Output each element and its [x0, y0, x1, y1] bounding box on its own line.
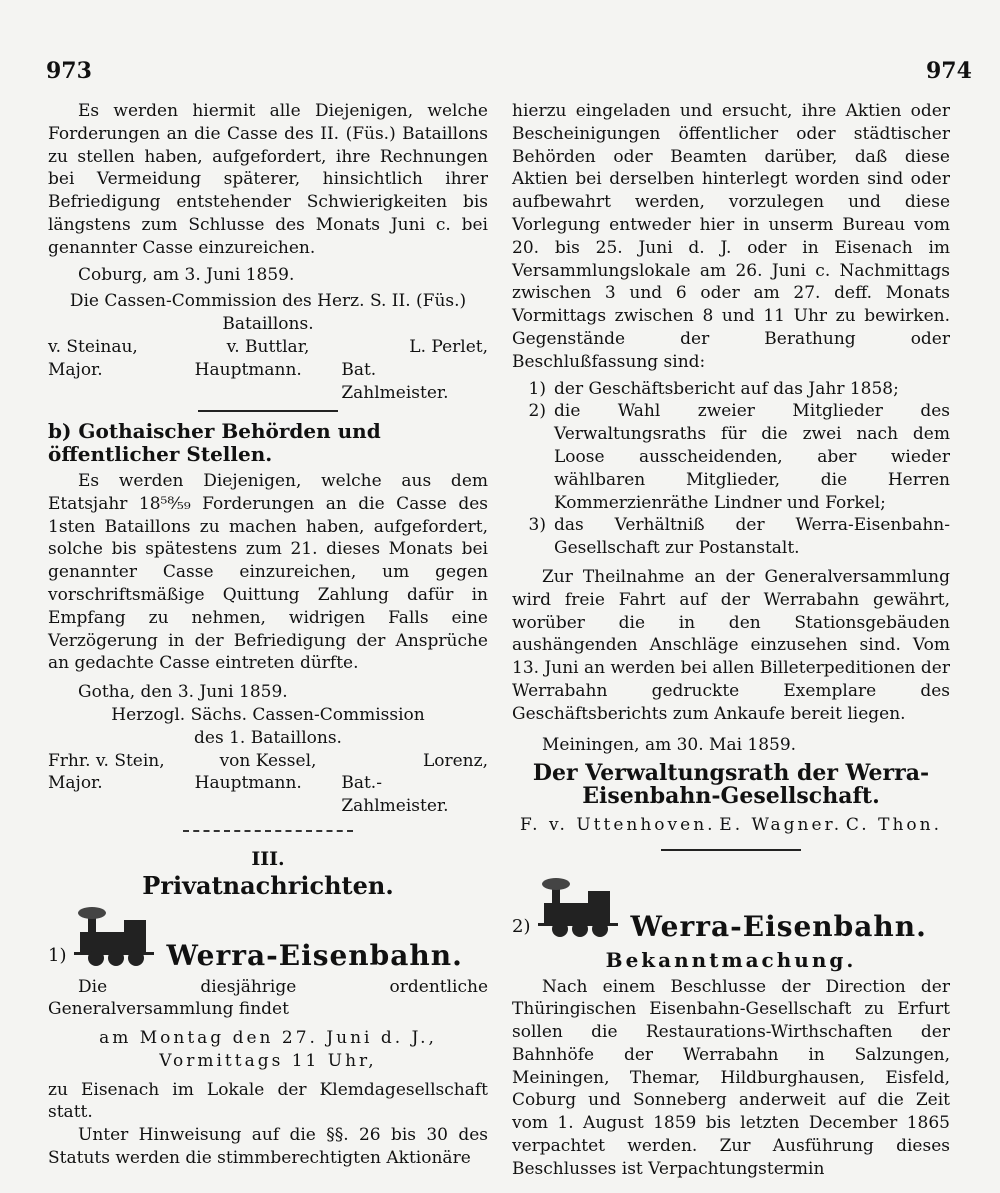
ad-title: Werra-Eisenbahn.	[630, 909, 927, 943]
signature-name: L. Perlet,	[409, 336, 488, 357]
list-number: 1)	[528, 378, 546, 399]
commission-subtitle: Bataillons.	[222, 314, 314, 335]
section-heading: b) Gothaischer Behörden und öffentlicher Stellen.	[48, 419, 381, 467]
signatures	[48, 750, 488, 818]
board-title: Der Verwaltungsrath der Werra-	[532, 760, 930, 787]
signature-role: Major.	[48, 773, 103, 794]
divider	[661, 849, 801, 851]
left-column	[48, 100, 488, 1170]
list-text: das Verhältniß der Werra-Eisenbahn-Gesellschaft zur Postanstalt.	[554, 515, 950, 559]
right-column	[512, 100, 950, 1181]
notice-paragraph: Es werden hiermit alle Diejenigen, welche Forderungen an die Casse des II. (Füs.) Bataillons zu stellen haben, aufgefordert, ihre Rechnungen bei Vermeidung späterer, hinsichtlich ihrer Befriedigung entstehender Schwierigkeiten bis längstens zum Schlusse des Monats Juni c. bei genannter Casse einzureichen.	[48, 101, 488, 258]
list-number: 3)	[528, 515, 546, 536]
locomotive-icon	[74, 906, 158, 968]
page-number-left: 973	[46, 58, 92, 84]
locomotive-icon	[538, 877, 622, 939]
page-number-right: 974	[926, 58, 972, 84]
board-subtitle: Eisenbahn-Gesellschaft.	[582, 783, 880, 810]
signature-name: Lorenz,	[422, 750, 488, 771]
signature-role: Bat.-Zahlmeister.	[341, 773, 449, 817]
meeting-time: Vormittags 11 Uhr,	[159, 1050, 377, 1071]
signature-name: v. Steinau,	[48, 336, 138, 357]
divider	[183, 830, 353, 834]
list-text: der Geschäftsbericht auf das Jahr 1858;	[554, 378, 899, 399]
ad-header	[48, 906, 488, 972]
list-item	[512, 400, 950, 514]
signature-role: Hauptmann.	[194, 359, 302, 380]
signature-name: C. Thon.	[845, 814, 942, 835]
notice-paragraph: hierzu eingeladen und ersucht, ihre Aktien oder Bescheinigungen öffentlicher oder städtischer Behörden oder Beamten darüber, daß diese Aktien bei derselben hinterlegt worden sind oder aufbewahrt werden, vorzulegen und diese Vorlegung entweder hier in unserm Bureau vom 20. bis 25. Juni d. J. oder in Eisenach im Versammlungslokale am 26. Juni c. Nachmittags zwischen 3 und 6 oder am 27. deff. Monats Vormittags zwischen 8 und 11 Uhr zu bewirken. Gegenstände der Berathung oder Beschlußfassung sind:	[512, 101, 950, 372]
meeting-date: am Montag den 27. Juni d. J.,	[99, 1028, 437, 1049]
meeting-place: zu Eisenach im Lokale der Klemdagesellschaft statt.	[48, 1079, 488, 1123]
signature-name: E. Wagner.	[719, 814, 843, 835]
notice-paragraph: Zur Theilnahme an der Generalversammlung wird freie Fahrt auf der Werrabahn gewährt, worüber die in den Stationsgebäuden aushängenden Anschläge einzusehen sind. Vom 13. Juni an werden bei allen Billeterpeditionen der Werrabahn gedruckte Exemplare des Geschäftsberichts zum Ankaufe bereit liegen.	[512, 566, 950, 724]
signature-name: von Kessel,	[219, 750, 317, 771]
list-text: die Wahl zweier Mitglieder des Verwaltungsraths für die zwei nach dem Loose ausscheidenden, aber wieder wählbaren Mitglieder, die Herren Kommerzienräthe Lindner und Forkel;	[554, 401, 950, 513]
commission-title: Herzogl. Sächs. Cassen-Commission	[111, 704, 425, 725]
place-date: Gotha, den 3. Juni 1859.	[78, 682, 288, 703]
agenda-list	[512, 378, 950, 560]
place-date: Coburg, am 3. Juni 1859.	[78, 264, 295, 285]
item-number: 2)	[512, 915, 531, 937]
divider	[198, 410, 338, 412]
signatures	[48, 336, 488, 404]
list-number: 2)	[528, 401, 546, 422]
signature-role: Hauptmann.	[194, 773, 302, 794]
signatures	[512, 814, 950, 837]
commission-title: Die Cassen-Commission des Herz. S. II. (Füs.)	[69, 291, 467, 312]
signature-name: Frhr. v. Stein,	[48, 750, 165, 771]
notice-paragraph: Es werden Diejenigen, welche aus dem Etatsjahr 18⁵⁸⁄₅₉ Forderungen an die Casse des 1sten Bataillons zu machen haben, aufgefordert, solche bis spätestens zum 21. dieses Monats bei genannter Casse einzureichen, um gegen vorschriftsmäßige Quittung Zahlung dafür in Empfang zu nehmen, widrigen Falls eine Verzögerung in der Befriedigung der Ansprüche an gedachte Casse eintreten dürfte.	[48, 470, 488, 674]
item-number: 1)	[48, 944, 67, 966]
section-number: III.	[251, 847, 285, 870]
signature-role: Major.	[48, 359, 103, 380]
announcement-heading: Bekanntmachung.	[605, 947, 857, 972]
ad-title: Werra-Eisenbahn.	[166, 938, 463, 972]
list-item	[512, 514, 950, 560]
commission-subtitle: des 1. Bataillons.	[194, 727, 342, 748]
notice-paragraph: Unter Hinweisung auf die §§. 26 bis 30 des Statuts werden die stimmberechtigten Aktionäre	[48, 1125, 488, 1169]
notice-paragraph: Die diesjährige ordentliche Generalversammlung findet	[48, 976, 488, 1020]
ad-header	[512, 877, 950, 943]
section-title: Privatnachrichten.	[142, 870, 394, 900]
signature-role: Bat. Zahlmeister.	[341, 359, 449, 403]
signature-name: v. Buttlar,	[226, 336, 310, 357]
place-date: Meiningen, am 30. Mai 1859.	[542, 734, 797, 755]
signature-name: F. v. Uttenhoven.	[520, 814, 716, 835]
notice-paragraph: Nach einem Beschlusse der Direction der Thüringischen Eisenbahn-Gesellschaft zu Erfurt sollen die Restaurations-Wirthschaften der Bahnhöfe der Werrabahn in Salzungen, Meiningen, Themar, Hildburghausen, Eisfeld, Coburg und Sonneberg anderweit auf die Zeit vom 1. August 1859 bis letzten December 1865 verpachtet werden. Zur Ausführung dieses Beschlusses ist Verpachtungstermin	[512, 976, 950, 1179]
list-item	[512, 378, 950, 401]
